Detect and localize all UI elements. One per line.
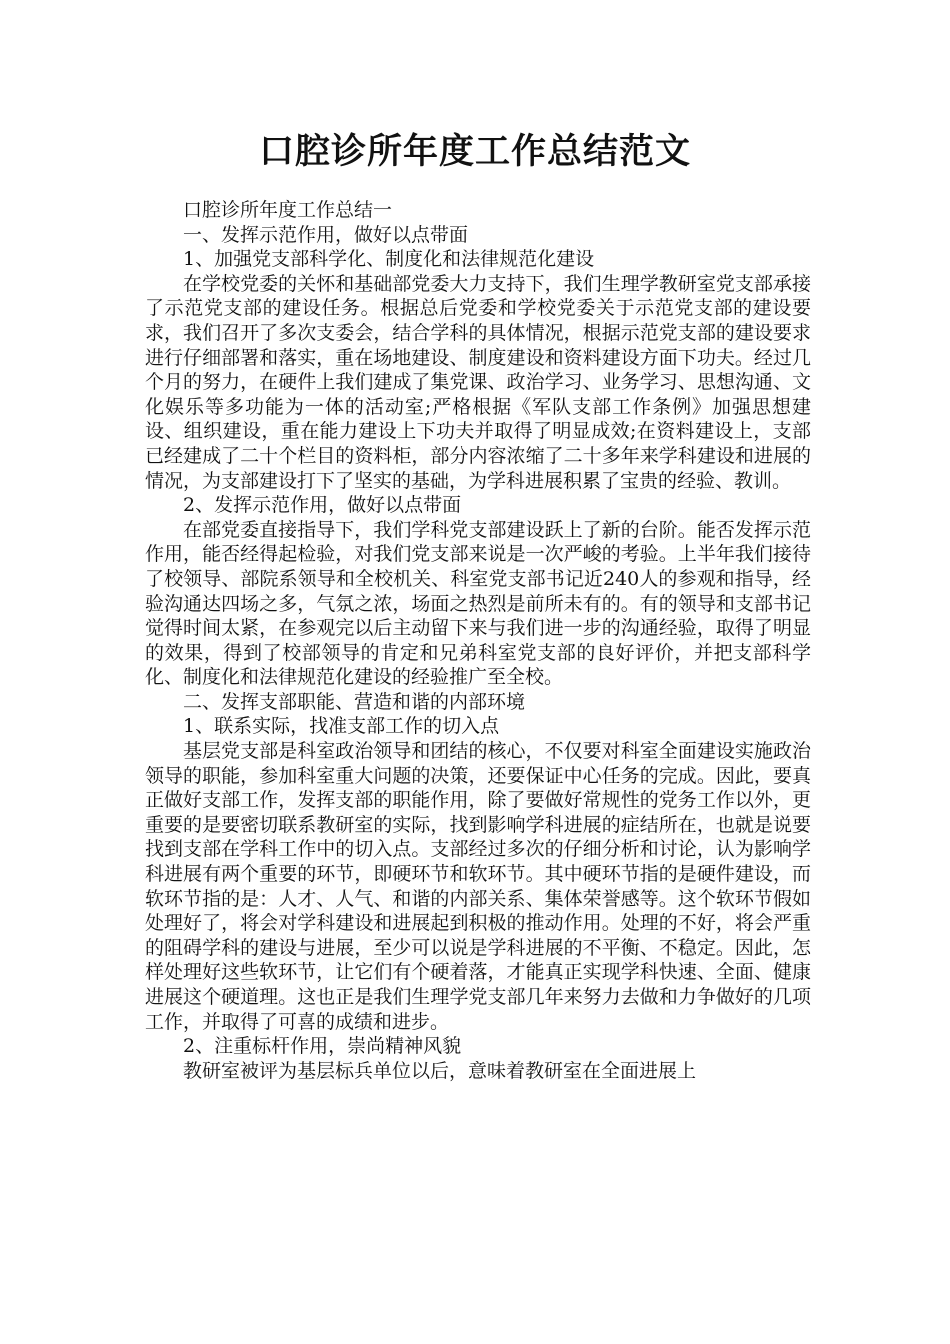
body-paragraph: 在部党委直接指导下，我们学科党支部建设跃上了新的台阶。能否发挥示范作用，能否经得起检验，对我们党支部来说是一次严峻的考验。上半年我们接待了校领导、部院系领导和全校机关、科室党支部书记近240人的参观和指导，经验沟通达四场之多，气氛之浓，场面之热烈是前所未有的。有的领导和支部书记觉得时间太紧，在参观完以后主动留下来与我们进一步的沟通经验，取得了明显的效果，得到了校部领导的肯定和兄弟科室党支部的良好评价，并把支部科学化、制度化和法律规范化建设的经验推广至全校。 <box>145 518 811 689</box>
section-heading-part-two: 二、发挥支部职能、营造和谐的内部环境 <box>183 690 526 713</box>
section-heading-part-one: 一、发挥示范作用，做好以点带面 <box>183 223 469 246</box>
body-paragraph: 教研室被评为基层标兵单位以后，意味着教研室在全面进展上 <box>183 1059 697 1082</box>
section-heading-summary-one: 口腔诊所年度工作总结一 <box>183 199 393 221</box>
body-paragraph: 在学校党委的关怀和基础部党委大力支持下，我们生理学教研室党支部承接了示范党支部的建设任务。根据总后党委和学校党委关于示范党支部的建设要求，我们召开了多次支委会，结合学科的具体情况，根据示范党支部的建设要求进行仔细部署和落实，重在场地建设、制度建设和资料建设方面下功夫。经过几个月的努力，在硬件上我们建成了集党课、政治学习、业务学习、思想沟通、文化娱乐等多功能为一体的活动室;严格根据《军队支部工作条例》加强思想建设、组织建设，重在能力建设上下功夫并取得了明显成效;在资料建设上，支部已经建成了二十个栏目的资料柜，部分内容浓缩了二十多年来学科建设和进展的情况，为支部建设打下了坚实的基础，为学科进展积累了宝贵的经验、教训。 <box>145 272 811 492</box>
subsection-heading-2-2: 2、注重标杆作用，崇尚精神风貌 <box>183 1035 462 1058</box>
body-paragraph: 基层党支部是科室政治领导和团结的核心，不仅要对科室全面建设实施政治领导的职能，参加科室重大问题的决策，还要保证中心任务的完成。因此，要真正做好支部工作，发挥支部的职能作用，除了要做好常规性的党务工作以外，更重要的是要密切联系教研室的实际，找到影响学科进展的症结所在，也就是说要找到支部在学科工作中的切入点。支部经过多次的仔细分析和讨论，认为影响学科进展有两个重要的环节，即硬环节和软环节。其中硬环节指的是硬件建设，而软环节指的是：人才、人气、和谐的内部关系、集体荣誉感等。这个软环节假如处理好了，将会对学科建设和进展起到积极的推动作用。处理的不好，将会严重的阻碍学科的建设与进展，至少可以说是学科进展的不平衡、不稳定。因此，怎样处理好这些软环节，让它们有个硬着落，才能真正实现学科快速、全面、健康进展这个硬道理。这也正是我们生理学党支部几年来努力去做和力争做好的几项工作，并取得了可喜的成绩和进步。 <box>145 740 811 1033</box>
subsection-heading-1-1: 1、加强党支部科学化、制度化和法律规范化建设 <box>183 248 595 271</box>
document-body <box>145 198 811 1083</box>
document-title: 口腔诊所年度工作总结范文 <box>258 132 691 172</box>
subsection-heading-2-1: 1、联系实际，找准支部工作的切入点 <box>183 715 500 738</box>
subsection-heading-1-2: 2、发挥示范作用，做好以点带面 <box>183 494 462 517</box>
